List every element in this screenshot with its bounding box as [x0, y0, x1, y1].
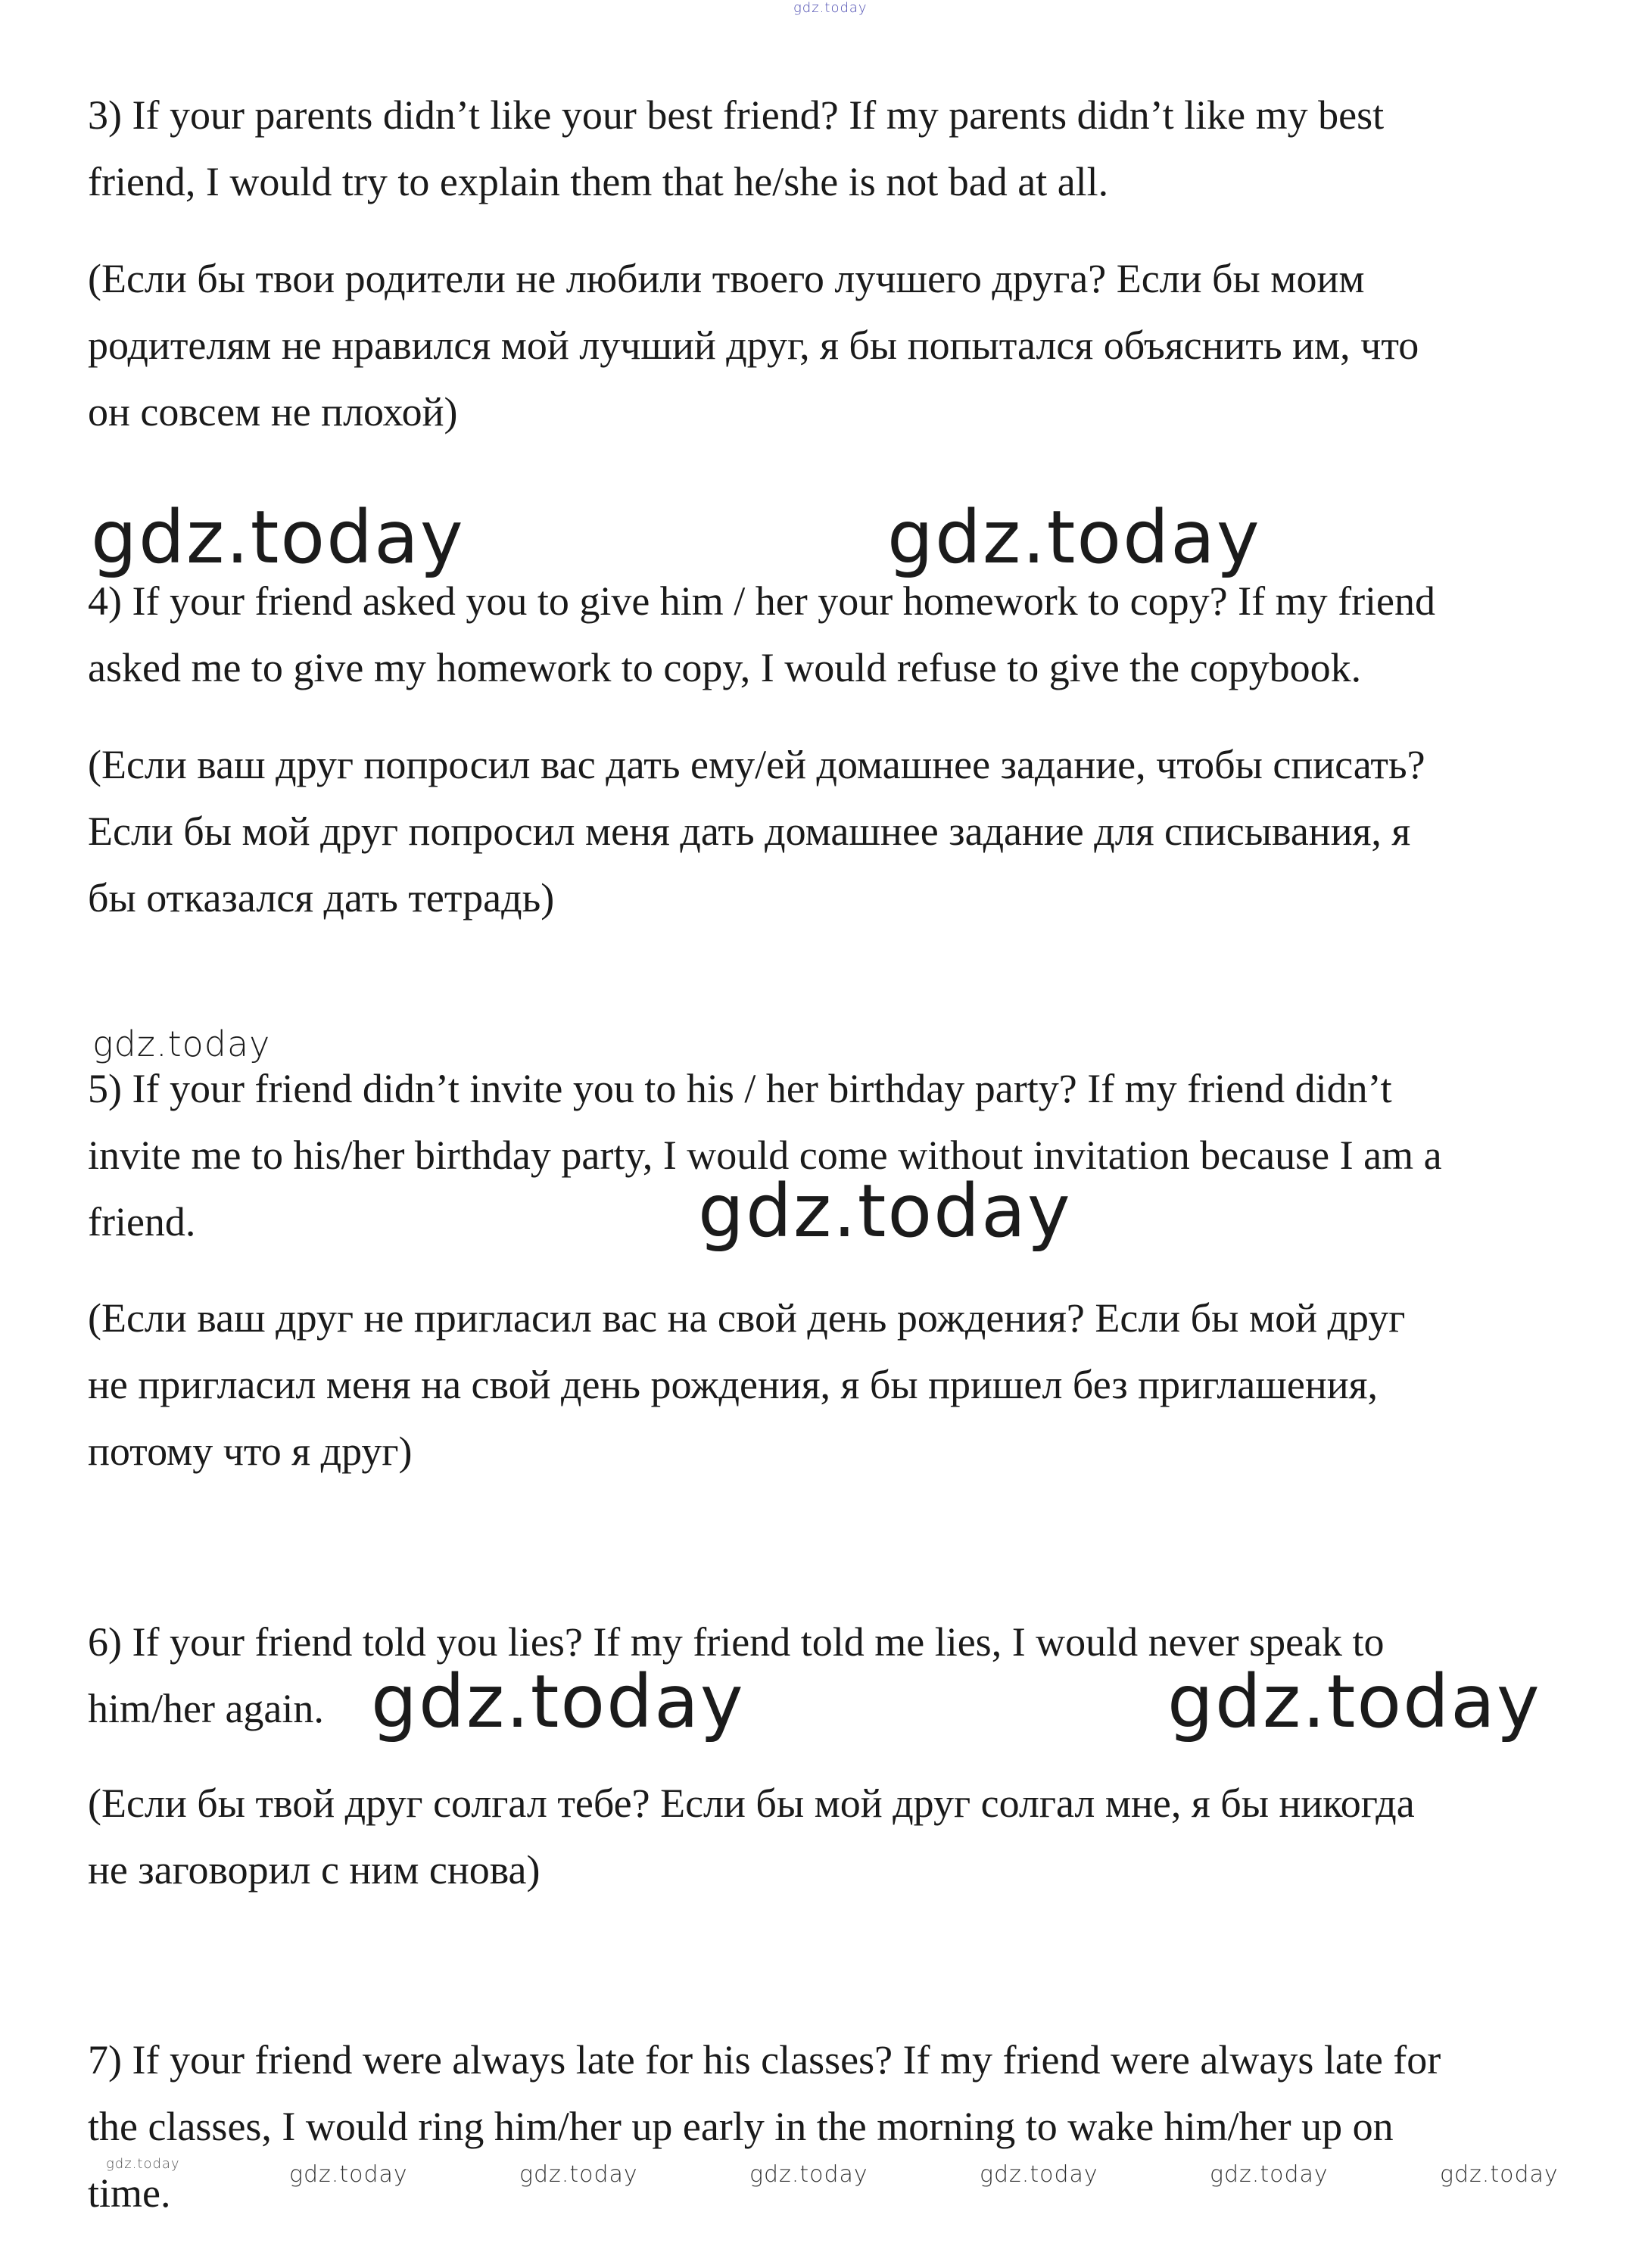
- answer-7-english: [88, 2027, 1572, 2226]
- footer-watermark: gdz.today: [1210, 2161, 1329, 2188]
- text-line: он совсем не плохой): [88, 389, 458, 435]
- answer-4-english: [88, 568, 1572, 701]
- text-line: (Если ваш друг не пригласил вас на свой день рождения? Если бы мой друг: [88, 1295, 1406, 1341]
- text-line: Если бы мой друг попросил меня дать домашнее задание для списывания, я: [88, 808, 1411, 854]
- text-line: родителям не нравился мой лучший друг, я бы попытался объяснить им, что: [88, 322, 1419, 368]
- watermark: gdz.today: [698, 1169, 1072, 1254]
- footer-watermark: gdz.today: [106, 2156, 180, 2172]
- text-line: потому что я друг): [88, 1428, 413, 1474]
- footer-watermark: gdz.today: [1440, 2161, 1559, 2188]
- text-line: him/her again.: [88, 1686, 324, 1731]
- watermark: gdz.today: [1167, 1659, 1541, 1744]
- watermark: gdz.today: [91, 495, 465, 580]
- footer-watermark: gdz.today: [749, 2161, 868, 2188]
- text-line: (Если ваш друг попросил вас дать ему/ей домашнее задание, чтобы списать?: [88, 742, 1425, 787]
- footer-watermark: gdz.today: [289, 2161, 408, 2188]
- text-line: friend.: [88, 1199, 196, 1245]
- text-line: (Если бы твой друг солгал тебе? Если бы мой друг солгал мне, я бы никогда: [88, 1780, 1415, 1826]
- answer-5-russian: [88, 1285, 1572, 1484]
- text-line: 4) If your friend asked you to give him / her your homework to copy? If my friend: [88, 578, 1436, 624]
- text-line: time.: [88, 2170, 171, 2216]
- text-line: friend, I would try to explain them that he/she is not bad at all.: [88, 159, 1109, 204]
- watermark: gdz.today: [887, 495, 1261, 580]
- text-line: 3) If your parents didn’t like your best friend? If my parents didn’t like my best: [88, 92, 1385, 138]
- text-line: 5) If your friend didn’t invite you to his / her birthday party? If my friend didn’t: [88, 1066, 1392, 1111]
- answer-4-russian: [88, 731, 1572, 931]
- footer-watermark: gdz.today: [519, 2161, 638, 2188]
- text-line: the classes, I would ring him/her up early in the morning to wake him/her up on: [88, 2104, 1394, 2149]
- text-line: asked me to give my homework to copy, I would refuse to give the copybook.: [88, 645, 1362, 690]
- text-line: 6) If your friend told you lies? If my friend told me lies, I would never speak to: [88, 1619, 1385, 1665]
- text-line: не заговорил с ним снова): [88, 1847, 541, 1893]
- text-line: invite me to his/her birthday party, I would come without invitation because I am a: [88, 1132, 1442, 1178]
- answer-6-russian: [88, 1770, 1572, 1903]
- text-line: не пригласил меня на свой день рождения, я бы пришел без приглашения,: [88, 1362, 1378, 1407]
- footer-watermark: gdz.today: [980, 2161, 1098, 2188]
- header-watermark: gdz.today: [793, 0, 868, 16]
- answer-3-english: [88, 82, 1572, 215]
- watermark: gdz.today: [92, 1023, 271, 1064]
- answer-3-russian: [88, 245, 1572, 445]
- watermark: gdz.today: [371, 1659, 745, 1744]
- text-line: 7) If your friend were always late for his classes? If my friend were always late for: [88, 2037, 1441, 2083]
- text-line: бы отказался дать тетрадь): [88, 875, 555, 921]
- text-line: (Если бы твои родители не любили твоего лучшего друга? Если бы моим: [88, 256, 1365, 301]
